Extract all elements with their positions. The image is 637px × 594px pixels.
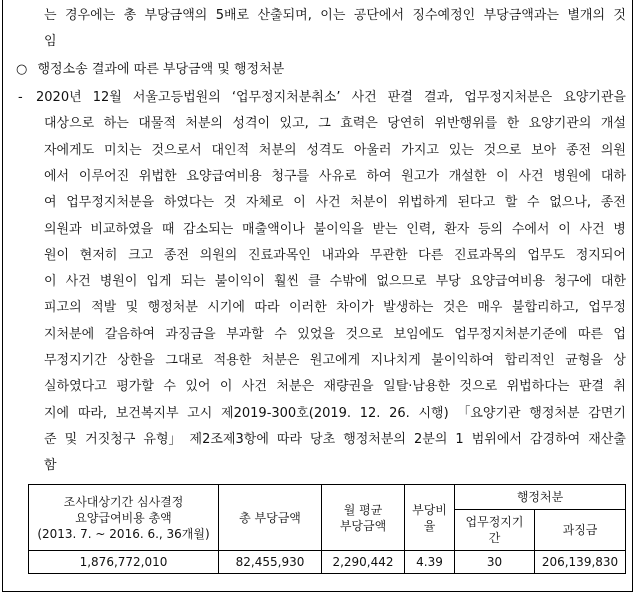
body-line: 의원과 비교하였을 때 감소되는 매출액이나 불이익을 받는 인력, 환자 등의 수에서 이 사건 병 [44, 221, 626, 237]
header-penalty: 과징금 [535, 510, 626, 551]
body-line: 원이 현저히 크고 종전 의원의 진료과목인 내과와 무관한 다른 진료과목의 업무도 정지되어 [44, 247, 626, 263]
header-monthly-avg-line-2: 부당금액 [339, 518, 387, 533]
header-monthly-avg [322, 485, 405, 551]
section-heading [16, 61, 284, 79]
cell-monthly-avg: 2,290,442 [322, 551, 405, 574]
body-line: 자에게도 미치는 것으로서 대인적 처분의 성격도 아울러 가지고 있는 것으로 보아 종전 의원 [44, 142, 626, 158]
header-total-amount-line-2: 요양급여비용 총액 [75, 510, 172, 525]
header-total-amount-line-3: (2013. 7. ~ 2016. 6., 36개월) [37, 526, 210, 541]
summary-table [28, 484, 626, 574]
section-heading-text: 행정소송 결과에 따른 부당금액 및 행정처분 [37, 62, 285, 77]
cell-ratio: 4.39 [405, 551, 455, 574]
header-ratio-line-2: 율 [423, 518, 436, 533]
header-ratio-line-1: 부당비 [412, 502, 447, 517]
body-line: 함 [44, 458, 57, 474]
body-line: 지처분에 갈음하여 과징금을 부과할 수 있었을 것으로 보임에도 업무정지처분기준에 따른 업 [44, 326, 626, 342]
body-line: 지에 따라, 보건복지부 고시 제2019-300호(2019. 12. 26. 시행) 「요양기관 행정처분 감면기 [44, 405, 626, 421]
header-total-amount-line-1: 조사대상기간 심사결정 [63, 494, 184, 509]
cell-suspension-period: 30 [455, 551, 535, 574]
body-line: 여 업무정지처분을 하였다는 것 자체로 이 사건 처분이 위법하게 된다고 할 수 없으나, 종전 [44, 195, 626, 211]
cell-total-unjust: 82,455,930 [219, 551, 322, 574]
body-line: 무정지기간 상한을 그대로 적용한 처분은 원고에게 지나치게 불이익하여 합리적인 균형을 상 [44, 353, 626, 368]
continuation-line-1: 는 경우에는 총 부당금액의 5배로 산출되며, 이는 공단에서 징수예정인 부당금액과는 별개의 것 [44, 8, 626, 23]
header-ratio [405, 485, 455, 551]
header-admin-action: 행정처분 [455, 485, 626, 510]
dash-bullet: - [18, 90, 23, 105]
body-line: 2020년 12월 서울고등법원의 ‘업무정지처분취소’ 사건 판결 결과, 업무정지처분은 요양기관을 [36, 90, 626, 105]
body-line: 에서 이루어진 위법한 요양급여비용 청구를 사유로 하여 원고가 개설한 이 사건 병원에 대하 [44, 168, 626, 184]
body-line: 준 및 거짓청구 유형」 제2조제3항에 따라 당초 행정처분의 2분의 1 범위에서 감경하여 재산출 [44, 431, 626, 447]
header-suspension-period [455, 510, 535, 551]
body-line: 이 사건 병원이 입게 되는 불이익이 훨씬 클 수밖에 없으므로 부당 요양급여비용 청구에 대한 [44, 274, 626, 290]
cell-penalty: 206,139,830 [535, 551, 626, 574]
continuation-line-2: 임 [44, 34, 57, 49]
header-suspension-line-1: 업무정지기 [465, 515, 524, 529]
body-line: 실하였다고 평가할 수 있어 이 사건 처분은 재량권을 일탈·남용한 것으로 위법하다는 판결 취 [44, 379, 626, 395]
header-total-unjust: 총 부당금액 [219, 485, 322, 551]
body-line: 피고의 적발 및 행정처분 시기에 따라 이러한 차이가 발생하는 것은 매우 불합리하고, 업무정 [44, 300, 626, 316]
body-line: 대상으로 하는 대물적 처분의 성격이 있고, 그 효력은 당연히 위반행위를 한 요양기관의 개설 [44, 116, 626, 132]
header-monthly-avg-line-1: 월 평균 [343, 502, 383, 517]
header-suspension-line-2: 간 [488, 531, 501, 545]
circle-bullet-icon: ○ [16, 62, 28, 77]
table-row [29, 551, 626, 574]
cell-total-amount: 1,876,772,010 [29, 551, 219, 574]
header-total-amount [29, 485, 219, 551]
